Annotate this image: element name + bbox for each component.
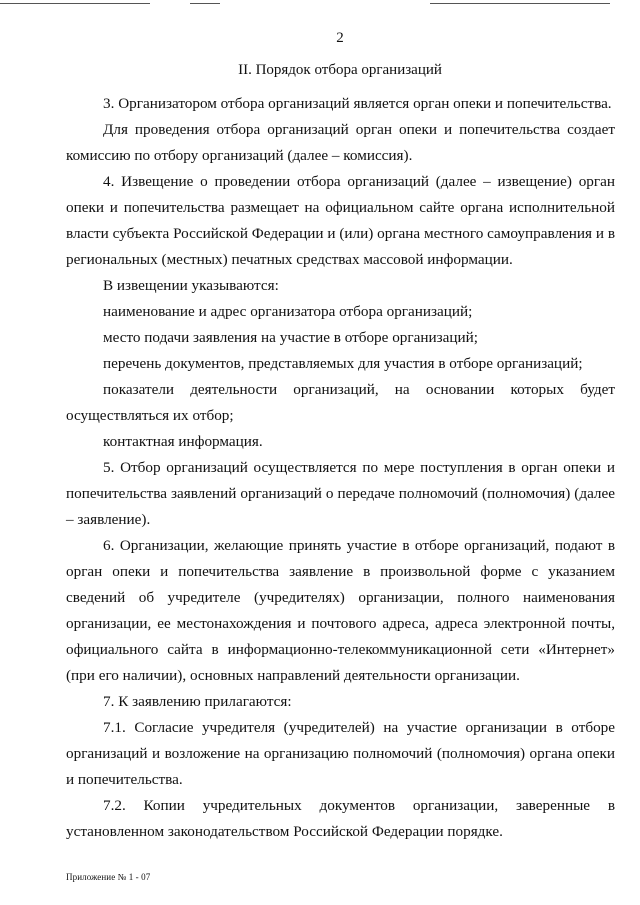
scan-edge-line — [190, 3, 220, 4]
paragraph-7-1: 7.1. Согласие учредителя (учредителей) на участие организации в отборе организаций и возложение на организацию полномочий (полномочия) органа опеки и попечительства. — [66, 719, 615, 788]
paragraph-7-2: 7.2. Копии учредительных документов организации, заверенные в установленном законодательством Российской Федерации порядке. — [66, 797, 615, 840]
list-item: показатели деятельности организаций, на основании которых будет осуществляться их отбор; — [66, 381, 615, 424]
paragraph-5: 5. Отбор организаций осуществляется по мере поступления в орган опеки и попечительства заявлений организаций о передаче полномочий (полномочия) (далее – заявление). — [66, 459, 615, 528]
list-item: наименование и адрес организатора отбора организаций; — [103, 303, 473, 320]
paragraph-6: 6. Организации, желающие принять участие в отборе организаций, подают в орган опеки и попечительства заявление в произвольной форме с указанием сведений об учредителе (учредителях) организации, полного наименования организации, ее местонахождения и почтового адреса, адреса электронной почты, официального сайта в информационно-телекоммуникационной сети «Интернет» (при его наличии), основных направлений деятельности организации. — [66, 537, 615, 684]
paragraph-7: 7. К заявлению прилагаются: — [103, 693, 292, 710]
list-item: место подачи заявления на участие в отборе организаций; — [103, 329, 478, 346]
paragraph-4: 4. Извещение о проведении отбора организаций (далее – извещение) орган опеки и попечительства размещает на официальном сайте органа исполнительной власти субъекта Российской Федерации и (или) органа местного самоуправления и в региональных (местных) печатных средствах массовой информации. — [66, 173, 615, 268]
scan-edge-line — [430, 3, 610, 4]
paragraph-notice-contents: В извещении указываются: — [103, 277, 279, 294]
paragraph-commission: Для проведения отбора организаций орган опеки и попечительства создает комиссию по отбору организаций (далее – комиссия). — [66, 121, 615, 164]
footer-annex-label: Приложение № 1 - 07 — [66, 872, 151, 882]
document-body — [66, 91, 615, 845]
list-item: контактная информация. — [103, 433, 263, 450]
scan-edge-line — [0, 3, 150, 4]
paragraph-3: 3. Организатором отбора организаций является орган опеки и попечительства. — [103, 95, 612, 112]
section-title: II. Порядок отбора организаций — [238, 62, 442, 78]
page-number: 2 — [336, 30, 344, 46]
list-item: перечень документов, представляемых для участия в отборе организаций; — [103, 355, 583, 372]
